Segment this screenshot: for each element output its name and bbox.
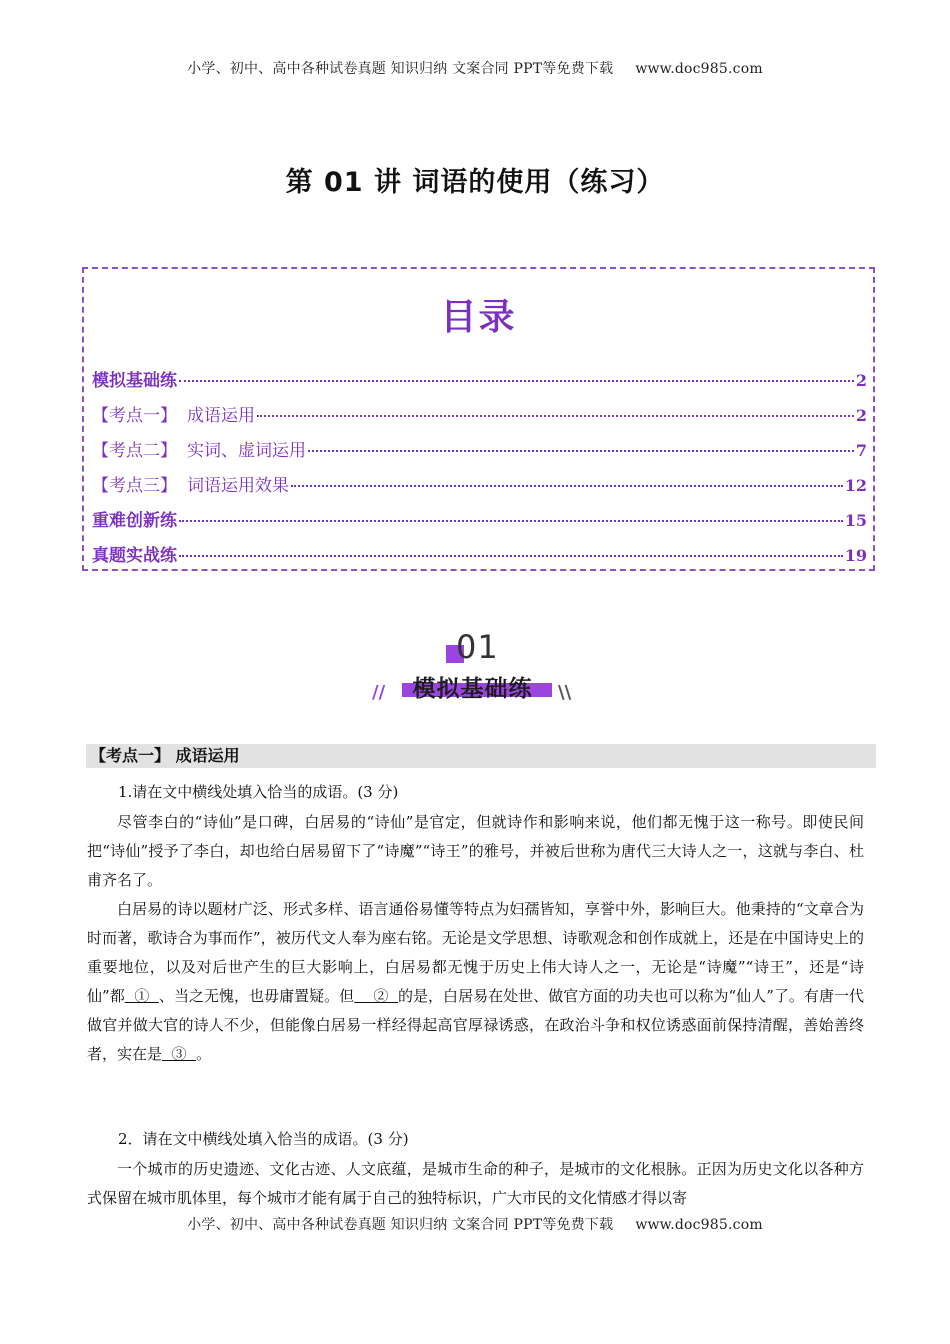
paragraph-text: 的是，白居易在处世、做官方面的功夫也可以称为“仙人”了。有唐一代做官并做大官的诗人不少，但能像白居易一样经得起高官厚禄诱惑，在政治斗争和权位诱惑面前保持清醒，善始善终者，实在是 [87,987,864,1063]
question-1-heading: 1.请在文中横线处填入恰当的成语。(3 分) [118,783,399,801]
toc-item-point-two[interactable] [92,436,867,471]
toc-item-page: 2 [855,406,867,425]
table-of-contents [82,267,875,571]
toc-leader-dots [179,380,854,382]
paragraph-text: 白居易的诗以题材广泛、形式多样、语言通俗易懂等特点为妇孺皆知，享誉中外，影响巨大。他秉持的“文章合为时而著，歌诗合为事而作”，被历代文人奉为座右铭。无论是文学思想、诗歌观念和创作成就上，还是在中国诗史上的重要地位，以及对后世产生的巨大影响上，白居易都无愧于历史上伟大诗人之一，无论是“诗魔”“诗王”，还是“诗仙”都 [87,900,864,1005]
toc-item-page: 19 [844,546,867,565]
toc-leader-dots [308,450,854,452]
question-1-paragraph-2 [87,895,864,1069]
blank-1[interactable]: ① [124,987,159,1005]
toc-item-basic-practice[interactable] [92,366,867,401]
section-heading: 【考点一】 成语运用 [86,744,876,768]
header-site[interactable]: www.doc985.com [635,61,763,77]
toc-item-point-three[interactable] [92,471,867,506]
toc-item-bracket: 【考点三】 [92,476,177,496]
question-1-paragraph-1: 尽管李白的“诗仙”是口碑，白居易的“诗仙”是官定，但就诗作和影响来说，他们都无愧于这一称号。即使民间把“诗仙”授予了李白，却也给白居易留下了“诗魔”“诗王”的雅号，并被后世称为唐代三大诗人之一，这就与李白、杜甫齐名了。 [87,813,864,889]
toc-item-label: 实词、虚词运用 [187,441,306,461]
paragraph-text: 、当之无愧，也毋庸置疑。但 [158,987,355,1005]
toc-leader-dots [291,485,843,487]
toc-item-page: 12 [844,476,867,495]
toc-item-bracket: 【考点二】 [92,441,177,461]
toc-item-page: 7 [855,441,867,460]
toc-item-page: 15 [844,511,867,530]
toc-heading: 目录 [440,297,517,338]
page-footer [0,1214,950,1234]
toc-item-innovation-practice[interactable] [92,506,867,541]
footer-site[interactable]: www.doc985.com [635,1217,763,1233]
toc-item-label: 真题实战练 [92,546,177,566]
document-title: 第 01 讲 词语的使用（练习） [285,167,665,198]
badge-label: 模拟基础练 [412,676,533,702]
badge-slash-left-icon: // [372,682,386,703]
question-2-paragraph-1: 一个城市的历史遗迹、文化古迹、人文底蕴，是城市生命的种子，是城市的文化根脉。正因为历史文化以各种方式保留在城市肌体里，每个城市才能有属于自己的独特标识，广大市民的文化情感才得以寄 [87,1160,864,1207]
toc-leader-dots [257,415,854,417]
section-badge [372,628,580,708]
toc-item-page: 2 [855,371,867,390]
page-header [0,58,950,78]
toc-item-point-one[interactable] [92,401,867,436]
toc-item-bracket: 【考点一】 [92,406,177,426]
footer-tagline: 小学、初中、高中各种试卷真题 知识归纳 文案合同 PPT等免费下载 [187,1217,614,1233]
toc-item-label: 成语运用 [187,406,255,426]
blank-3[interactable]: ③ [162,1045,197,1063]
toc-leader-dots [179,555,843,557]
toc-list [92,366,867,576]
toc-item-exam-practice[interactable] [92,541,867,576]
question-2-heading: 2．请在文中横线处填入恰当的成语。(3 分) [118,1130,409,1148]
toc-item-label: 词语运用效果 [187,476,289,496]
header-tagline: 小学、初中、高中各种试卷真题 知识归纳 文案合同 PPT等免费下载 [187,61,614,77]
badge-number: 01 [456,628,499,666]
toc-item-label: 重难创新练 [92,511,177,531]
toc-leader-dots [179,520,843,522]
blank-2[interactable]: ② [354,987,398,1005]
toc-item-label: 模拟基础练 [92,371,177,391]
paragraph-text: 。 [196,1045,212,1063]
badge-slash-right-icon: \\ [558,682,572,703]
